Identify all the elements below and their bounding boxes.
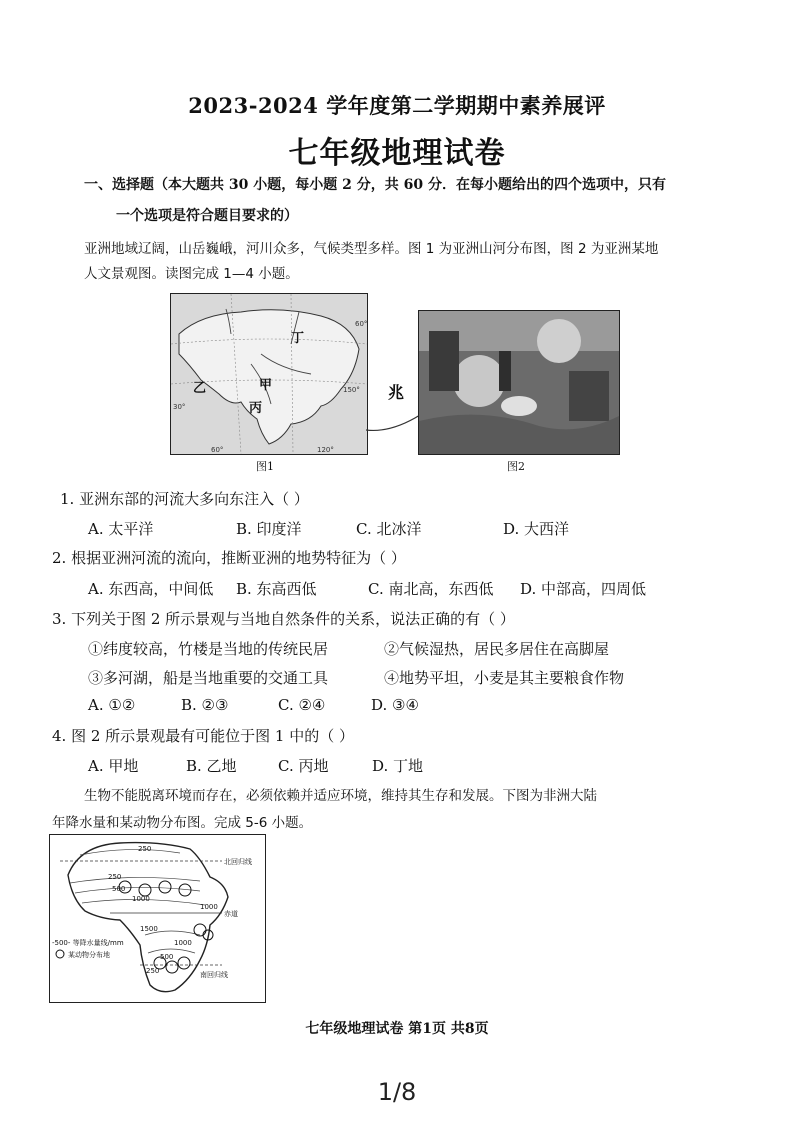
q3-statement-2: ②气候湿热，居民多居住在高脚屋 xyxy=(384,640,610,658)
figure2-side-label: 兆 xyxy=(388,383,405,402)
q4-option-a[interactable]: A. 甲地 xyxy=(88,757,139,775)
asia-map-svg xyxy=(171,294,367,454)
fig1-label-ding: 丁 xyxy=(291,331,305,346)
fig1-tick-30: 30° xyxy=(173,403,186,411)
q1-option-c[interactable]: C. 北冰洋 xyxy=(356,520,422,538)
section-heading-line1: 一、选择题（本大题共 30 小题，每小题 2 分，共 60 分．在每小题给出的四个选项中，只有 xyxy=(84,177,666,193)
question-4-stem: 4. 图 2 所示景观最有可能位于图 1 中的（ ） xyxy=(52,727,355,745)
figure1-asia-map xyxy=(170,293,368,455)
isoline-value-3: 500 xyxy=(112,885,126,893)
isoline-value-8: 500 xyxy=(160,953,174,961)
isoline-value-4: 1000 xyxy=(132,895,150,903)
figure3-africa-map xyxy=(49,834,266,1003)
q3-option-a[interactable]: A. ①② xyxy=(88,696,136,714)
isoline-value-6: 1500 xyxy=(140,925,158,933)
label-equator: 赤道 xyxy=(224,910,238,918)
fig1-label-bing: 丙 xyxy=(249,401,263,416)
q4-option-c[interactable]: C. 丙地 xyxy=(278,757,329,775)
animal-area-8 xyxy=(166,961,178,973)
q3-option-d[interactable]: D. ③④ xyxy=(371,696,419,714)
isoline-value-7: 1000 xyxy=(174,939,192,947)
question-3-stem: 3. 下列关于图 2 所示景观与当地自然条件的关系，说法正确的有（ ） xyxy=(52,610,515,628)
intro2-line2: 年降水量和某动物分布图。完成 5-6 小题。 xyxy=(52,815,313,831)
page-indicator: 1/8 xyxy=(377,1078,417,1106)
q4-option-b[interactable]: B. 乙地 xyxy=(186,757,237,775)
q2-option-c[interactable]: C. 南北高，东西低 xyxy=(368,580,494,598)
q3-option-b[interactable]: B. ②③ xyxy=(181,696,229,714)
q2-option-a[interactable]: A. 东西高，中间低 xyxy=(88,580,214,598)
animal-area-9 xyxy=(178,957,190,969)
animal-area-5 xyxy=(194,924,206,936)
exam-title-line2: 七年级地理试卷 xyxy=(288,136,506,171)
q2-option-d[interactable]: D. 中部高，四周低 xyxy=(520,580,647,598)
isoline-value-1: 250 xyxy=(138,845,152,853)
legend-animal-circle-icon xyxy=(56,950,64,958)
q1-option-b[interactable]: B. 印度洋 xyxy=(236,520,302,538)
page-footer: 七年级地理试卷 第1页 共8页 xyxy=(305,1021,489,1037)
intro2-line1: 生物不能脱离环境而存在，必须依赖并适应环境，维持其生存和发展。下图为非洲大陆 xyxy=(84,788,597,804)
figure2-caption: 图2 xyxy=(507,460,525,473)
q1-option-a[interactable]: A. 太平洋 xyxy=(88,520,154,538)
fig1-label-jia: 甲 xyxy=(259,378,273,393)
figure1-caption: 图1 xyxy=(256,460,274,473)
fig1-tick-150: 150° xyxy=(343,386,360,394)
africa-map-svg xyxy=(50,835,265,1002)
legend-isoline: -500- 等降水量线/mm xyxy=(52,939,124,947)
legend-animal: 某动物分布地 xyxy=(68,951,110,959)
question-2-stem: 2. 根据亚洲河流的流向，推断亚洲的地势特征为（ ） xyxy=(52,549,406,567)
figure2-photo xyxy=(418,310,620,455)
fig1-tick-120: 120° xyxy=(317,446,334,454)
q3-statement-3: ③多河湖，船是当地重要的交通工具 xyxy=(88,669,329,687)
fig1-label-yi: 乙 xyxy=(193,381,207,396)
q3-statement-1: ①纬度较高，竹楼是当地的传统民居 xyxy=(88,640,329,658)
q3-option-c[interactable]: C. ②④ xyxy=(278,696,326,714)
q2-option-b[interactable]: B. 东高西低 xyxy=(236,580,317,598)
intro1-line2: 人文景观图。读图完成 1—4 小题。 xyxy=(84,266,299,282)
fig1-tick-60: 60° xyxy=(211,446,224,454)
fig1-tick-60n: 60° xyxy=(355,320,367,328)
isoline-value-5: 1000 xyxy=(200,903,218,911)
label-tropic-north: 北回归线 xyxy=(224,858,252,866)
q3-statement-4: ④地势平坦，小麦是其主要粮食作物 xyxy=(384,669,625,687)
animal-area-3 xyxy=(159,881,171,893)
exam-title-line1: 2023-2024 学年度第二学期期中素养展评 xyxy=(188,93,606,118)
section-heading-line2: 一个选项是符合题目要求的） xyxy=(116,208,298,224)
q1-option-d[interactable]: D. 大西洋 xyxy=(503,520,570,538)
isoline-value-9: 250 xyxy=(146,967,160,975)
label-tropic-south: 南回归线 xyxy=(200,971,228,979)
question-1-stem: 1. 亚洲东部的河流大多向东注入（ ） xyxy=(60,490,309,508)
isoline-value-2: 250 xyxy=(108,873,122,881)
intro1-line1: 亚洲地域辽阔，山岳巍峨，河川众多，气候类型多样。图 1 为亚洲山河分布图，图 2 为亚洲某地 xyxy=(84,241,659,257)
q4-option-d[interactable]: D. 丁地 xyxy=(372,757,424,775)
landscape-photo-svg xyxy=(419,311,619,454)
